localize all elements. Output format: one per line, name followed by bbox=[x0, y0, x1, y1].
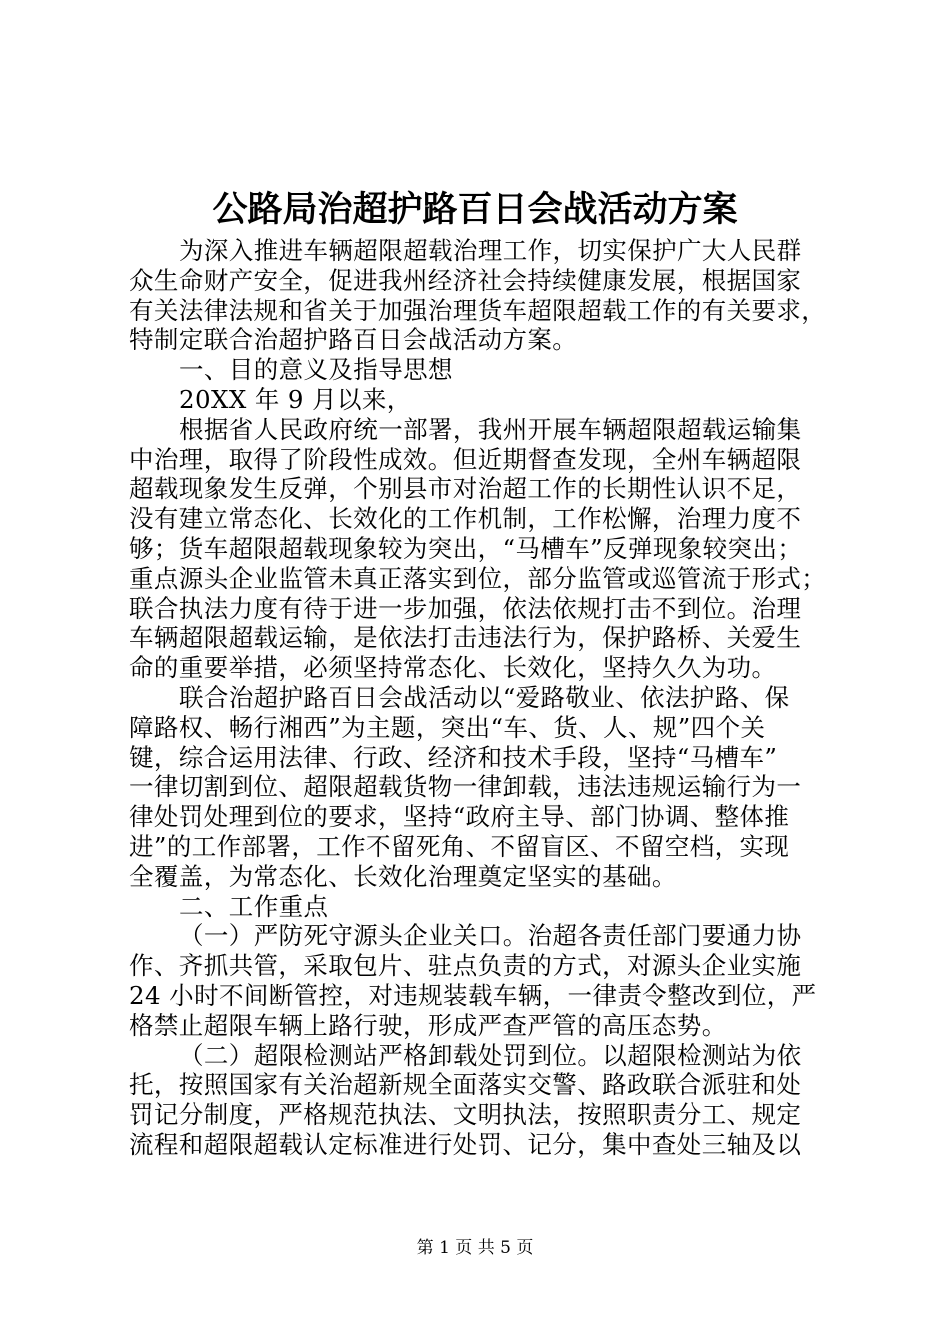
text-line: 托，按照国家有关治超新规全面落实交警、路政联合派驻和处 bbox=[129, 1070, 802, 1100]
text-line: 命的重要举措，必须坚持常态化、长效化，坚持久久为功。 bbox=[129, 653, 777, 683]
text-line: 20XX 年 9 月以来， bbox=[179, 384, 412, 414]
text-line: 中治理，取得了阶段性成效。但近期督查发现，全州车辆超限 bbox=[129, 444, 802, 474]
text-line: 流程和超限超载认定标准进行处罚、记分，集中查处三轴及以 bbox=[129, 1129, 802, 1159]
text-line: 键，综合运用法律、行政、经济和技术手段，坚持“马槽车” bbox=[129, 742, 778, 772]
section-heading: 一、目的意义及指导思想 bbox=[179, 355, 453, 385]
text-line: 全覆盖，为常态化、长效化治理奠定坚实的基础。 bbox=[129, 861, 677, 891]
text-line: 没有建立常态化、长效化的工作机制，工作松懈，治理力度不 bbox=[129, 504, 802, 534]
text-line: 根据省人民政府统一部署，我州开展车辆超限超载运输集 bbox=[179, 414, 802, 444]
text-line: 车辆超限超载运输，是依法打击违法行为，保护路桥、关爱生 bbox=[129, 623, 802, 653]
text-line: 超载现象发生反弹，个别县市对治超工作的长期性认识不足， bbox=[129, 474, 802, 504]
text-line: 律处罚处理到位的要求，坚持“政府主导、部门协调、整体推 bbox=[129, 802, 790, 832]
page-footer: 第 1 页 共 5 页 bbox=[416, 1238, 534, 1258]
text-line: 众生命财产安全，促进我州经济社会持续健康发展，根据国家 bbox=[129, 265, 802, 295]
text-line: 作、齐抓共管，采取包片、驻点负责的方式，对源头企业实施 bbox=[129, 951, 802, 981]
document-title: 公路局治超护路百日会战活动方案 bbox=[212, 189, 738, 230]
text-line: （一）严防死守源头企业关口。治超各责任部门要通力协 bbox=[179, 921, 802, 951]
text-line: 联合治超护路百日会战活动以“爱路敬业、依法护路、保 bbox=[179, 682, 790, 712]
document-body bbox=[129, 236, 825, 1160]
text-line: 格禁止超限车辆上路行驶，形成严查严管的高压态势。 bbox=[129, 1010, 727, 1040]
text-line: 够；货车超限超载现象较为突出，“马槽车”反弹现象较突出； bbox=[129, 533, 803, 563]
text-line: （二）超限检测站严格卸载处罚到位。以超限检测站为依 bbox=[179, 1040, 802, 1070]
text-line: 特制定联合治超护路百日会战活动方案。 bbox=[129, 325, 578, 355]
text-line: 重点源头企业监管未真正落实到位，部分监管或巡管流于形式； bbox=[129, 563, 827, 593]
text-line: 一律切割到位、超限超载货物一律卸载，违法违规运输行为一 bbox=[129, 772, 802, 802]
text-line: 有关法律法规和省关于加强治理货车超限超载工作的有关要求， bbox=[129, 295, 827, 325]
text-line: 24 小时不间断管控，对违规装载车辆，一律责令整改到位，严 bbox=[129, 980, 817, 1010]
section-heading: 二、工作重点 bbox=[179, 891, 329, 921]
text-line: 为深入推进车辆超限超载治理工作，切实保护广大人民群 bbox=[179, 236, 802, 265]
text-line: 罚记分制度，严格规范执法、文明执法，按照职责分工、规定 bbox=[129, 1100, 802, 1130]
text-line: 进”的工作部署，工作不留死角、不留盲区、不留空档，实现 bbox=[129, 831, 790, 861]
text-line: 联合执法力度有待于进一步加强，依法依规打击不到位。治理 bbox=[129, 593, 802, 623]
text-line: 障路权、畅行湘西”为主题，突出“车、货、人、规”四个关 bbox=[129, 712, 766, 742]
